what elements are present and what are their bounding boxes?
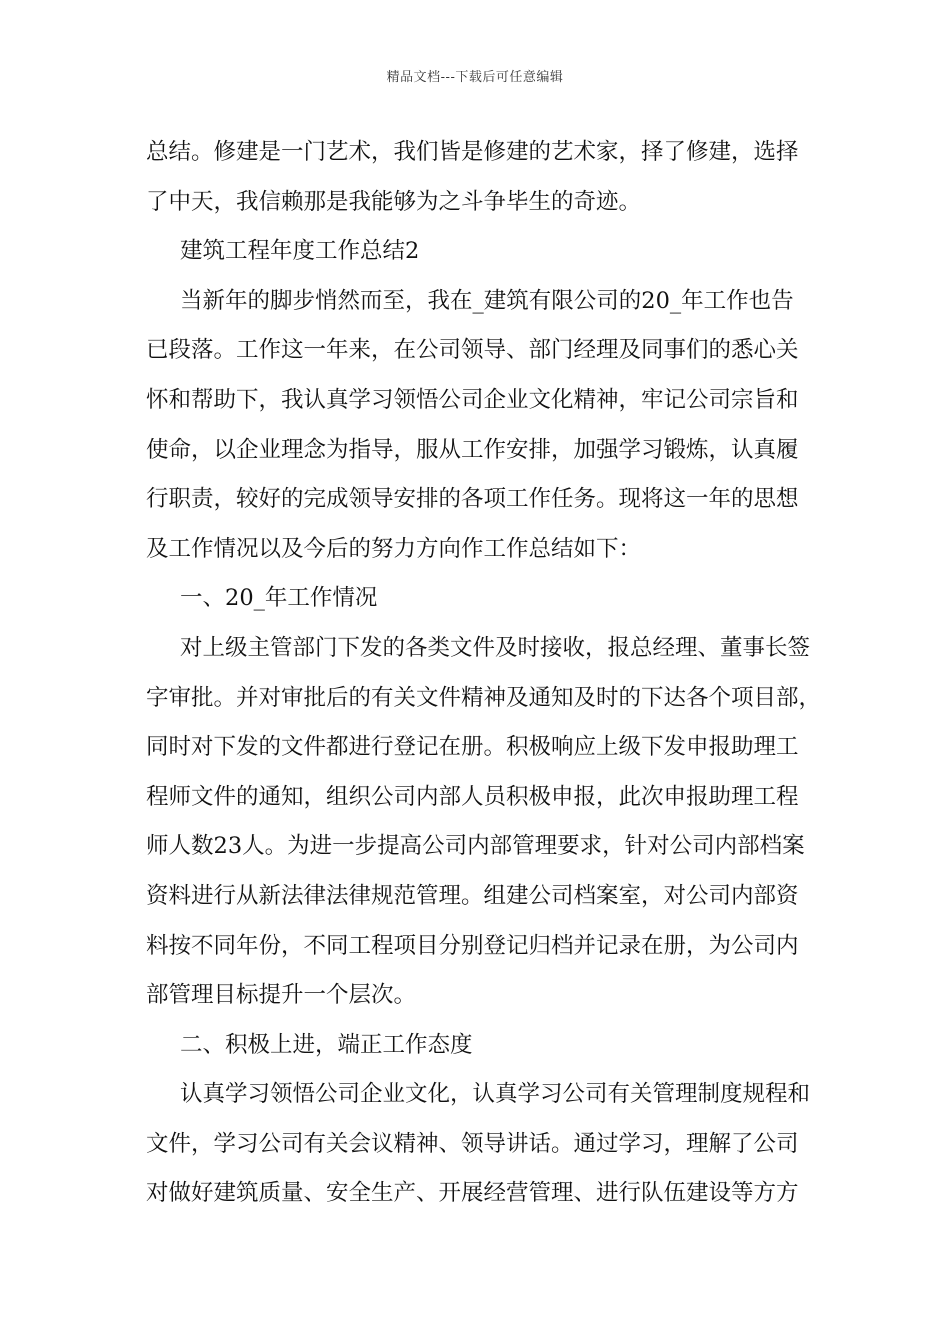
section-heading: 二、积极上进，端正工作态度 <box>180 1031 473 1058</box>
paragraph-first-line: 认真学习领悟公司企业文化，认真学习公司有关管理制度规程和 <box>180 1081 811 1108</box>
section-title: 建筑工程年度工作总结2 <box>180 238 420 265</box>
text-line: 了中天，我信赖那是我能够为之斗争毕生的奇迹。 <box>146 188 642 215</box>
section-heading: 一、20_年工作情况 <box>180 585 378 612</box>
paragraph-first-line: 当新年的脚步悄然而至，我在_建筑有限公司的20_年工作也告 <box>180 287 794 314</box>
text-line: 程师文件的通知，组织公司内部人员积极申报，此次申报助理工程 <box>146 783 799 810</box>
text-line: 文件，学习公司有关会议精神、领导讲话。通过学习，理解了公司 <box>146 1130 799 1157</box>
text-line: 字审批。并对审批后的有关文件精神及通知及时的下达各个项目部， <box>146 684 822 711</box>
text-line: 师人数23人。为进一步提高公司内部管理要求，针对公司内部档案 <box>146 833 805 860</box>
text-line: 使命，以企业理念为指导，服从工作安排，加强学习锻炼，认真履 <box>146 436 799 463</box>
document-body <box>146 128 822 1219</box>
text-line: 怀和帮助下，我认真学习领悟公司企业文化精神，牢记公司宗旨和 <box>146 386 799 413</box>
text-line: 对做好建筑质量、安全生产、开展经营管理、进行队伍建设等方方 <box>146 1180 799 1207</box>
text-line: 及工作情况以及今后的努力方向作工作总结如下： <box>146 535 642 562</box>
text-line: 部管理目标提升一个层次。 <box>146 982 417 1009</box>
text-line: 已段落。工作这一年来，在公司领导、部门经理及同事们的悉心关 <box>146 337 799 364</box>
page-header: 精品文档---下载后可任意编辑 <box>386 70 564 85</box>
text-line: 行职责，较好的完成领导安排的各项工作任务。现将这一年的思想 <box>146 486 799 513</box>
text-line: 同时对下发的文件都进行登记在册。积极响应上级下发申报助理工 <box>146 734 799 761</box>
paragraph-first-line: 对上级主管部门下发的各类文件及时接收，报总经理、董事长签 <box>180 634 811 661</box>
text-line: 资料进行从新法律法律规范管理。组建公司档案室，对公司内部资 <box>146 882 799 909</box>
text-line: 总结。修建是一门艺术，我们皆是修建的艺术家，择了修建，选择 <box>146 139 799 165</box>
text-line: 料按不同年份，不同工程项目分别登记归档并记录在册，为公司内 <box>146 932 799 959</box>
